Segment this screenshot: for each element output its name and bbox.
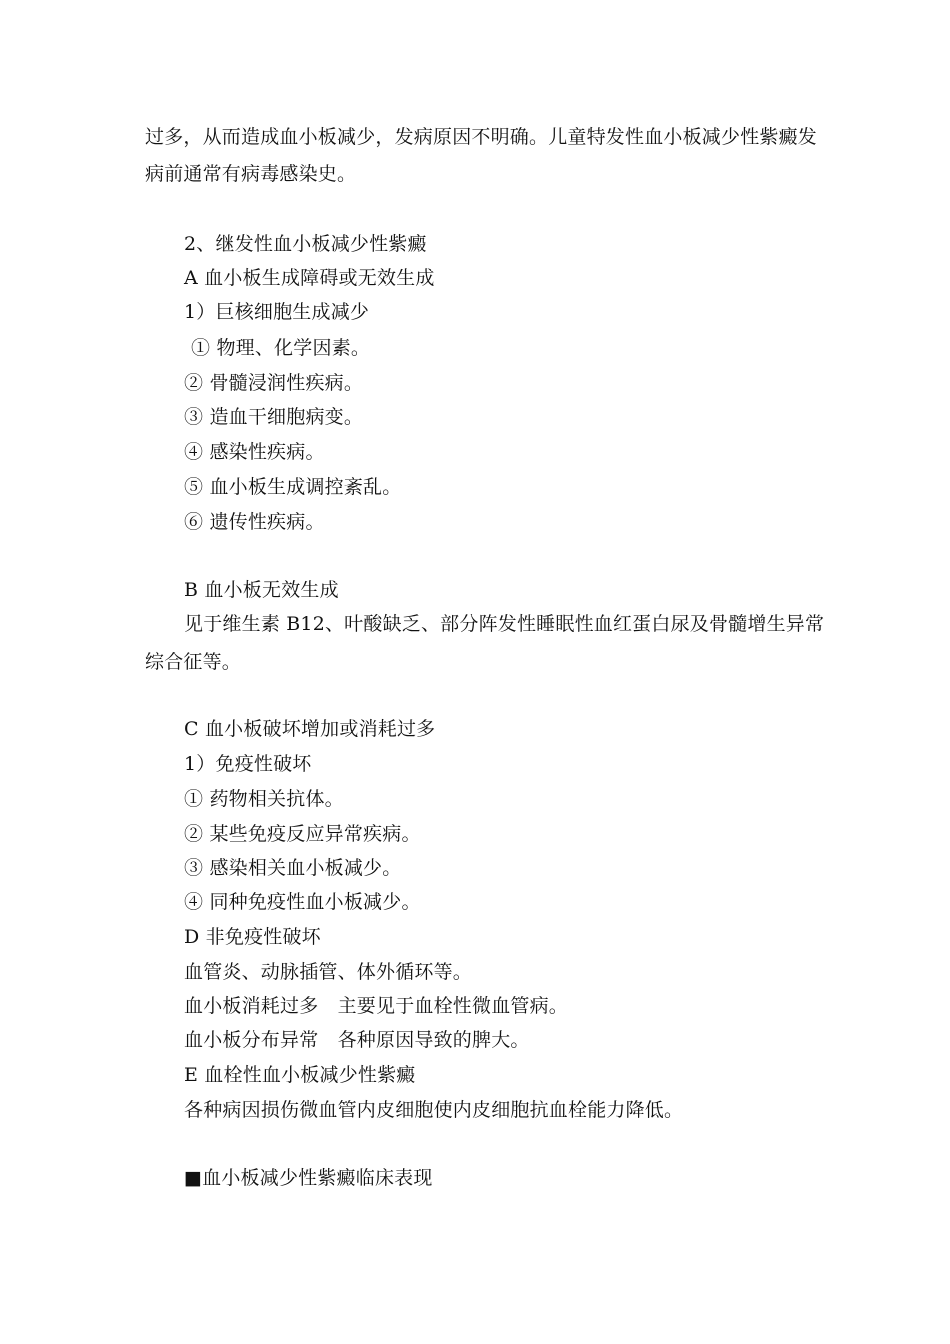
section-b-heading: B 血小板无效生成 (184, 579, 339, 601)
section-e-heading: E 血栓性血小板减少性紫癜 (184, 1064, 416, 1086)
list-item: ⑤ 血小板生成调控紊乱。 (184, 476, 402, 498)
list-item: ② 某些免疫反应异常疾病。 (184, 823, 421, 845)
section-2-heading: 2、继发性血小板减少性紫癜 (184, 233, 427, 255)
list-item: ④ 感染性疾病。 (184, 441, 325, 463)
list-item: ① 药物相关抗体。 (184, 788, 344, 810)
intro-line-2: 病前通常有病毒感染史。 (145, 163, 357, 185)
list-item: ① 物理、化学因素。 (191, 337, 371, 359)
section-d-line-1: 血管炎、动脉插管、体外循环等。 (184, 961, 473, 983)
section-b-line-2: 综合征等。 (145, 651, 242, 673)
list-item: ③ 感染相关血小板减少。 (184, 857, 402, 879)
section-a-heading: A 血小板生成障碍或无效生成 (184, 267, 435, 289)
section-d-heading: D 非免疫性破坏 (184, 926, 321, 948)
list-item: ④ 同种免疫性血小板减少。 (184, 891, 421, 913)
section-d-line-3: 血小板分布异常 各种原因导致的脾大。 (184, 1029, 530, 1051)
clinical-manifestation-heading: ■血小板减少性紫癜临床表现 (184, 1167, 433, 1189)
intro-line-1: 过多，从而造成血小板减少，发病原因不明确。儿童特发性血小板减少性紫癜发 (145, 126, 818, 148)
section-b-line-1: 见于维生素 B12、叶酸缺乏、部分阵发性睡眠性血红蛋白尿及骨髓增生异常 (184, 613, 825, 635)
list-item: ⑥ 遗传性疾病。 (184, 511, 325, 533)
section-c-item-1: 1）免疫性破坏 (184, 753, 312, 775)
section-c-heading: C 血小板破坏增加或消耗过多 (184, 718, 436, 740)
list-item: ③ 造血干细胞病变。 (184, 406, 364, 428)
section-a-item-1: 1）巨核细胞生成减少 (184, 301, 370, 323)
section-d-line-2: 血小板消耗过多 主要见于血栓性微血管病。 (184, 995, 569, 1017)
section-e-line-1: 各种病因损伤微血管内皮细胞使内皮细胞抗血栓能力降低。 (184, 1099, 684, 1121)
list-item: ② 骨髓浸润性疾病。 (184, 372, 364, 394)
